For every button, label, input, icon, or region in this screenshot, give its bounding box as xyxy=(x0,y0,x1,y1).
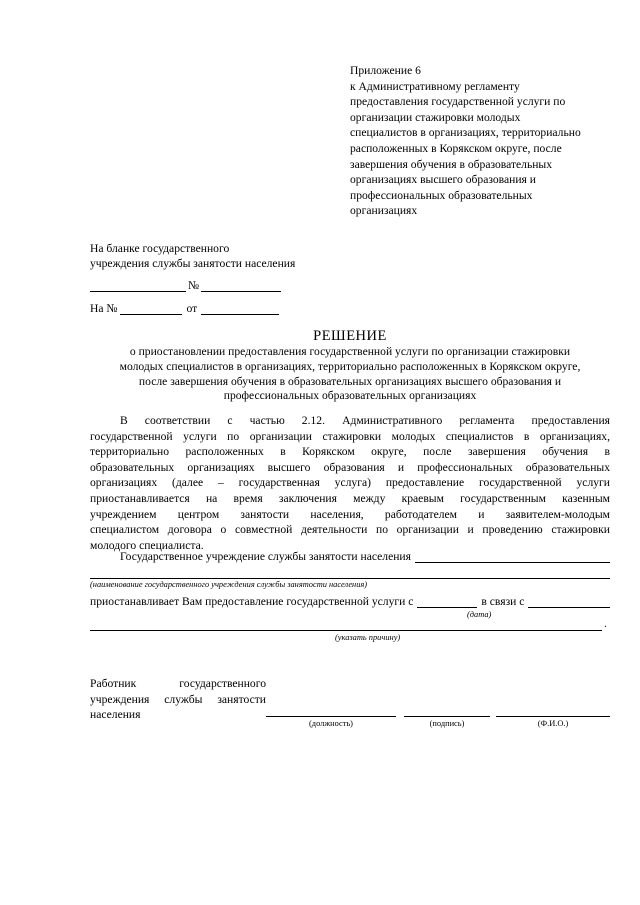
body-line: государственной услуги по организации стажировки молодых специалистов в организациях, xyxy=(90,429,610,443)
suspension-row xyxy=(90,595,610,608)
reference-from: от xyxy=(186,302,198,315)
body-paragraph xyxy=(90,413,610,553)
institution-name-line[interactable] xyxy=(90,578,610,579)
body-line: молодого специалиста. xyxy=(90,538,204,552)
body-line: приостанавливается на время заключения между краевым государственным казенным xyxy=(90,491,610,505)
suspension-reason-inline-blank[interactable] xyxy=(528,596,610,608)
appendix-line: расположенных в Корякском округе, после xyxy=(350,141,562,155)
subtitle-line: профессиональных образовательных организациях xyxy=(223,389,477,403)
appendix-line: завершения обучения в образовательных xyxy=(350,157,553,171)
signature-caption: (подпись) xyxy=(429,719,465,728)
position-line[interactable] xyxy=(266,716,396,717)
appendix-line: Приложение 6 xyxy=(350,64,421,77)
body-line: образовательных организациях высшего образования и профессиональных образовательных xyxy=(90,460,610,474)
suspension-text: приостанавливает Вам предоставление государственной услуги с xyxy=(90,595,414,608)
worker-line: Работник государственного xyxy=(90,677,266,690)
document-subtitle xyxy=(90,345,610,404)
subtitle-line: после завершения обучения в образовательных организациях высшего образования и xyxy=(138,374,562,388)
appendix-line: организациях xyxy=(350,204,418,218)
appendix-line: организациях высшего образования и xyxy=(350,173,536,187)
outgoing-number-line xyxy=(90,279,281,292)
signature-line[interactable] xyxy=(404,716,490,717)
institution-label: Государственное учреждение службы занятости населения xyxy=(120,550,411,563)
suspension-date-blank[interactable] xyxy=(417,596,477,608)
worker-line: учреждения службы занятости xyxy=(90,692,266,706)
reference-date-blank[interactable] xyxy=(201,303,279,315)
full-name-caption: (Ф.И.О.) xyxy=(537,719,569,728)
letterhead-note xyxy=(90,241,295,271)
full-name-line[interactable] xyxy=(496,716,610,717)
date-hint: (дата) xyxy=(467,610,492,619)
reason-end-mark: . xyxy=(604,617,607,630)
appendix-line: специалистов в организациях, территориально xyxy=(350,126,581,140)
reference-number-blank[interactable] xyxy=(120,303,182,315)
appendix-line: предоставления государственной услуги по xyxy=(350,95,566,109)
reason-hint: (указать причину) xyxy=(335,633,401,642)
document-title: РЕШЕНИЕ xyxy=(313,328,387,344)
reason-line[interactable] xyxy=(90,630,602,631)
institution-hint: (наименование государственного учреждения службы занятости населения) xyxy=(90,580,368,589)
outgoing-date-blank[interactable] xyxy=(90,280,186,292)
body-line: специалистом договора о совместной деятельности по организации и проведению стажировки xyxy=(90,523,610,537)
number-sign: № xyxy=(188,279,200,292)
appendix-line: к Административному регламенту xyxy=(350,79,520,93)
suspension-connector: в связи с xyxy=(481,595,525,608)
position-caption: (должность) xyxy=(309,719,353,728)
appendix-line: организации стажировки молодых xyxy=(350,110,521,124)
institution-name-blank[interactable] xyxy=(415,551,610,563)
letterhead-line: учреждения службы занятости населения xyxy=(90,257,296,270)
reference-prefix: На № xyxy=(90,302,118,315)
subtitle-line: о приостановлении предоставления государственной услуги по организации стажировки xyxy=(129,345,571,358)
institution-row xyxy=(90,550,610,563)
outgoing-number-blank[interactable] xyxy=(201,280,281,292)
body-line: организациях (далее – государственная услуга) предоставление государственной услуги xyxy=(90,476,610,490)
body-line: учреждением центром занятости населения, работодателем и заявителем-молодым xyxy=(90,507,610,521)
appendix-line: профессиональных образовательных xyxy=(350,188,533,202)
reference-number-line xyxy=(90,302,279,315)
worker-label xyxy=(90,676,266,723)
appendix-header xyxy=(350,63,612,219)
subtitle-line: молодых специалистов в организациях, территориально расположенных в Корякском округе, xyxy=(119,359,581,373)
letterhead-line: На бланке государственного xyxy=(90,242,230,255)
worker-line: населения xyxy=(90,708,141,722)
body-line: В соответствии с частью 2.12. Административного регламента предоставления xyxy=(120,414,610,427)
body-line: территориально расположенных в Корякском округе, после завершения обучения в xyxy=(90,445,610,459)
